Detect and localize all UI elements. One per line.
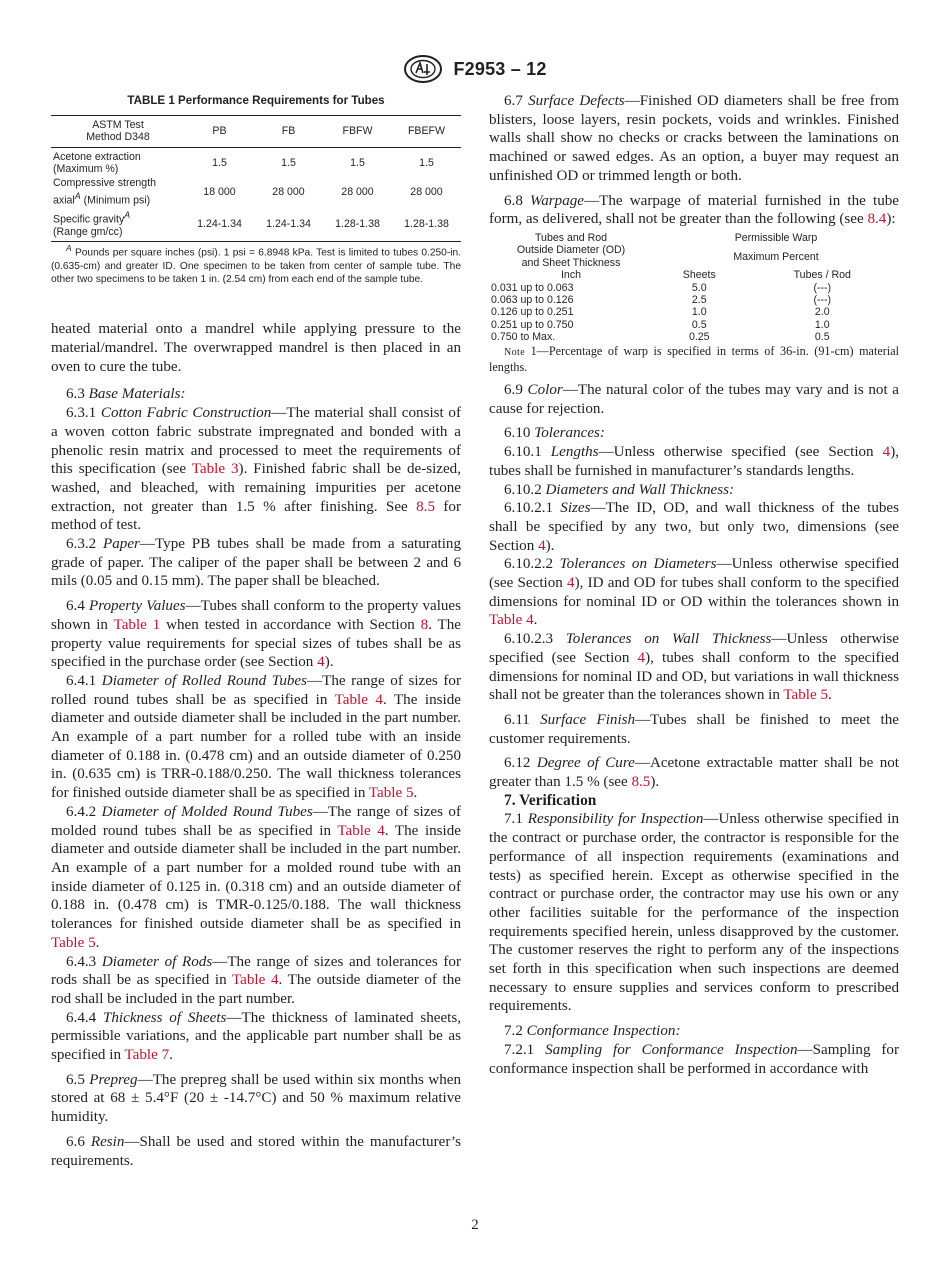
table-row (489, 319, 899, 331)
section-number: 6.3.1 (66, 405, 97, 422)
section-number: 6.11 (504, 711, 530, 728)
section-number: 6.3.2 (66, 536, 97, 553)
section-6-4-4 (51, 1009, 461, 1065)
section-6-5 (51, 1071, 461, 1127)
footnote-ref[interactable]: A (124, 209, 131, 220)
table-cell: 0.5 (691, 318, 707, 331)
table-row (489, 306, 899, 318)
header-line: and Sheet Thickness (521, 256, 621, 269)
table-row (51, 176, 461, 207)
table-row (489, 294, 899, 306)
table5-link[interactable]: Table 5 (368, 785, 414, 802)
table1-header-method (51, 115, 185, 147)
section-text: —Tubes shall be finished to meet the customer requirements. (489, 711, 899, 747)
footnote-text: Pounds per square inches (psi). 1 psi = 6.8948 kPa. Test is limited to tubes 0.250-in. (0.635-cm) and greater ID. One specimen to be taken from center of sample tube. The other two specimens to be taken 1 in. (2.54 cm) from each end of the sample tube. (51, 247, 461, 285)
section-number: 7.2.1 (504, 1041, 535, 1058)
section-number: 6.6 (66, 1133, 85, 1150)
section-text: when tested in accordance with Section (160, 616, 421, 633)
section-6-10-2-2 (489, 555, 899, 630)
section-title: Responsibility for Inspection (527, 811, 704, 828)
table-cell: 0.251 up to 0.750 (491, 318, 574, 331)
table3-link[interactable]: Table 3 (191, 461, 239, 478)
section-text: —The ID, OD, and wall thickness of the tubes shall be specified by any two, but only two, dimensions (see Section (489, 500, 899, 554)
section-4-link[interactable]: 4 (538, 537, 546, 554)
section-6-10-2-3 (489, 630, 899, 705)
note-text: 1—Percentage of warp is specified in terms of 36-in. (91-cm) material lengths. (489, 343, 899, 374)
warp-header-range (489, 232, 653, 282)
section-number: 6.4.4 (66, 1009, 97, 1026)
section-title: Tolerances on Wall Thickness (565, 631, 772, 648)
table-cell: 0.5 (814, 331, 830, 344)
section-title: Warpage (530, 192, 584, 209)
section-text: ), tubes shall be furnished in manufacturer’s standards lengths. (489, 444, 899, 479)
section-number: 6.9 (504, 381, 523, 398)
table1-footnote (51, 242, 461, 286)
section-text: —Finished OD diameters shall be free from blisters, loose layers, resin pockets, voids and wrinkles. Finished walls shall show no checks or cracks between the laminations on machined or sawed edges. As an option, a buyer may request an unfinished OD or trimmed length or both. (489, 93, 900, 184)
section-8-5-link[interactable]: 8.5 (631, 774, 651, 791)
table1-row-label (51, 208, 185, 242)
section-7-2-1 (489, 1041, 899, 1078)
section-number: 6.4 (66, 598, 85, 615)
table-row (489, 282, 899, 294)
table-cell: 1.5 (281, 156, 296, 169)
section-text: —The warpage of material furnished in the tube form, as delivered, shall not be greater than the following (see (489, 192, 899, 228)
section-title: Color (527, 381, 563, 398)
section-number: 6.10.2 (504, 481, 542, 498)
section-text: . (95, 934, 100, 951)
table-row (489, 331, 899, 343)
table1-header-fb: FB (254, 115, 323, 147)
section-text: —The natural color of the tubes may vary and is not a cause for rejection. (489, 381, 899, 417)
section-title: Diameter of Rolled Round Tubes (101, 672, 307, 689)
table-cell: 2.5 (691, 293, 707, 306)
table-cell: 0.063 up to 0.126 (491, 293, 574, 306)
section-number: 6.10 (504, 425, 531, 442)
section-6-11 (489, 711, 899, 748)
section-title: Lengths (550, 444, 599, 461)
table-cell: 0.031 up to 0.063 (491, 281, 574, 294)
table-cell: 1.5 (419, 156, 434, 169)
section-6-4-3 (51, 953, 461, 1009)
section-6-4 (51, 597, 461, 672)
table-cell: (---) (813, 293, 832, 306)
section-6-10-2-1 (489, 499, 899, 555)
table4-link[interactable]: Table 4 (232, 972, 279, 989)
section-8-link[interactable]: 8 (420, 616, 429, 633)
table-cell: 28 000 (272, 185, 305, 198)
table5-link[interactable]: Table 5 (51, 934, 96, 951)
row-label-line2-suffix: (Minimum psi) (80, 194, 151, 207)
section-text: —Unless otherwise specified (see Section (489, 556, 900, 592)
warpage-table (489, 232, 899, 344)
table-row (51, 208, 461, 242)
table4-link[interactable]: Table 4 (337, 822, 385, 839)
section-number: 6.4.3 (66, 953, 97, 970)
section-number: 6.7 (504, 93, 523, 109)
section-text: —Unless otherwise specified in the contract or purchase order, the contractor is responsible for the performance of all inspection requirements (examinations and tests) as specified herein. Except as otherwise specified in the contract or purchase order, the contractor may use his own or any other facilities suitable for the performance of the inspection requirements specified herein, unless disapproved by the customer. The customer reserves the right to perform any of the inspections set forth in this specification when such inspections are deemed necessary to ensure supplies and services conform to prescribed requirements. (489, 811, 899, 1015)
section-title: Surface Defects (528, 93, 625, 109)
section-number: 6.4.1 (66, 672, 97, 689)
section-title: Surface Finish (540, 711, 636, 728)
section-6-4-1 (51, 672, 461, 803)
section-text: ): (886, 211, 896, 228)
section-6-8 (489, 192, 899, 229)
section-text: —The thickness of laminated sheets, permissible variations, and the applicable part number shall be as specified in (51, 1009, 462, 1064)
astm-logo-icon (403, 54, 443, 84)
section-title: Tolerances on Diameters (559, 556, 717, 573)
paragraph-continued: heated material onto a mandrel while applying pressure to the material/mandrel. The overwrapped mandrel is then placed in an oven to cure the tube. (51, 321, 461, 375)
section-text: for method of test. (51, 498, 461, 534)
row-label-line1: Compressive strength (53, 177, 157, 190)
footnote-marker: A (66, 243, 72, 254)
section-text: ). (650, 774, 660, 791)
section-6-3-2 (51, 535, 461, 591)
header-line: Tubes and Rod (534, 231, 608, 244)
section-title: Thickness of Sheets (102, 1009, 227, 1026)
section-text: ), ID and OD for tubes shall conform to the specified dimensions for nominal ID or OD within the tolerances shown in (489, 575, 899, 610)
section-6-6 (51, 1133, 461, 1170)
section-text: . The property value requirements for special sizes of tubes shall be as specified in the purchase order (see Section (51, 616, 461, 671)
table-cell: 1.0 (691, 306, 707, 319)
section-title: Diameter of Rods (101, 953, 213, 970)
section-title: Resin (90, 1133, 125, 1150)
section-text: —Type PB tubes shall be made from a saturating grade of paper. The caliper of the paper shall be between 2 and 6 mils (0.05 and 0.15 mm). The paper shall be bleached. (51, 536, 461, 590)
table7-link[interactable]: Table 7 (124, 1047, 170, 1064)
section-text: —Tubes shall conform to the property values shown in (51, 598, 462, 633)
row-label-line2: axial (53, 194, 75, 207)
section-text: —Acetone extractable matter shall be not greater than 1.5 % (see (489, 755, 899, 791)
table-cell: (---) (813, 281, 832, 294)
section-title: Base Materials: (88, 386, 186, 403)
left-column (51, 92, 461, 1170)
section-title: Cotton Fabric Construction (100, 405, 272, 422)
section-number: 6.4.2 (66, 803, 97, 820)
section-8-4-link[interactable]: 8.4 (867, 211, 887, 228)
section-title: Diameters and Wall Thickness: (545, 481, 735, 498)
table-cell: 28 000 (341, 185, 374, 198)
section-6-9 (489, 381, 899, 418)
section-7-heading: 7. Verification (504, 791, 597, 809)
section-text: ). Finished fabric shall be de-sized, washed, and bleached, with remaining impurities per acetone extraction, not greater than 1.5 % after finishing. See (51, 461, 462, 515)
section-6-12 (489, 754, 899, 791)
section-text: . (413, 785, 418, 802)
section-6-4-2 (51, 803, 461, 953)
table4-link[interactable]: Table 4 (489, 612, 534, 629)
table-cell: 18 000 (203, 185, 236, 198)
table1-header-fbfw: FBFW (323, 115, 392, 147)
section-4-link[interactable]: 4 (317, 654, 325, 671)
section-title: Conformance Inspection: (526, 1023, 681, 1040)
row-label-line1: Specific gravity (53, 213, 125, 226)
section-title: Sizes (560, 500, 591, 517)
section-text: . (169, 1047, 173, 1064)
table-cell: 28 000 (410, 185, 443, 198)
section-text: —The material shall consist of a woven cotton fabric substrate impregnated and bonded with a phenolic resin matrix and processed to meet the requirements of this specification (see (51, 405, 461, 478)
table-cell: 1.24-1.34 (197, 218, 242, 231)
section-title: Degree of Cure (536, 755, 635, 772)
section-6-3-1 (51, 404, 461, 535)
section-number: 6.10.2.1 (504, 500, 554, 517)
section-text: ). (545, 537, 555, 554)
section-number: 6.12 (504, 755, 531, 772)
row-label-line1: Acetone extraction (53, 150, 141, 163)
table-cell: 0.25 (688, 331, 710, 344)
table1-header-method-line2: Method D348 (86, 131, 150, 144)
section-text: —Shall be used and stored within the manufacturer’s requirements. (51, 1133, 461, 1169)
section-title: Prepreg (89, 1071, 138, 1088)
table-cell: 1.5 (350, 156, 365, 169)
table-cell: 1.28-1.38 (335, 218, 380, 231)
table-cell: 2.0 (814, 306, 830, 319)
page-header (0, 54, 950, 84)
table-row (51, 147, 461, 176)
note-label: Note (504, 346, 526, 358)
row-label-line2: (Maximum %) (53, 162, 119, 175)
table1-performance-requirements (51, 115, 461, 242)
section-4-link[interactable]: 4 (882, 444, 891, 461)
section-text: ). (324, 654, 334, 671)
section-title: Diameter of Molded Round Tubes (101, 803, 313, 820)
section-number: 6.10.2.3 (504, 631, 554, 648)
section-6-7 (489, 92, 899, 186)
section-number: 7.2 (504, 1023, 523, 1040)
section-number: 6.8 (504, 192, 523, 209)
section-text: —The prepreg shall be used within six months when stored at 68 ± 5.4°F (20 ± -14.7°C) and 50 % maximum relative humidity. (51, 1071, 461, 1126)
right-column (489, 92, 899, 1078)
row-label-line2: (Range gm/cc) (53, 225, 123, 238)
section-text: . The inside diameter and outside diameter shall be included in the part number. An example of a part number for a molded round tube with an inside diameter of 0.125 in. (0.318 cm) and an outside diameter of 0.188 in. (0.478 cm) is TMR-0.125/0.188. The wall thickness tolerances for finished outside diameter shall be as specified in (51, 822, 461, 933)
table-cell: 0.750 to Max. (491, 331, 556, 344)
section-7-2 (489, 1022, 899, 1041)
section-6-10-2 (489, 481, 899, 500)
table1-header-method-line1: ASTM Test (92, 118, 144, 131)
section-text: —Sampling for conformance inspection shall be performed in accordance with (489, 1041, 899, 1077)
section-number: 6.5 (66, 1071, 85, 1088)
section-text: —Unless otherwise specified (see Section (489, 631, 899, 666)
table-cell: 1.5 (212, 156, 227, 169)
section-6-3 (51, 385, 461, 404)
table-cell: 0.126 up to 0.251 (491, 306, 574, 319)
header-line: Inch (560, 269, 582, 282)
section-number: 6.10.1 (504, 444, 542, 461)
section-4-link[interactable]: 4 (567, 575, 575, 592)
section-number: 6.10.2.2 (504, 556, 554, 573)
footnote-ref[interactable]: A (74, 190, 81, 201)
section-6-10 (489, 424, 899, 443)
warp-header-sheets: Sheets (682, 269, 716, 282)
section-number: 6.3 (66, 386, 85, 403)
section-text: ), tubes shall conform to the specified dimensions for nominal ID and OD, but variations in wall thickness shall not be greater than the tolerances shown in (489, 649, 899, 704)
section-title: Sampling for Conformance Inspection (545, 1041, 798, 1058)
table-cell: 1.0 (814, 318, 830, 331)
table1-row-label (51, 147, 185, 176)
table1-link[interactable]: Table 1 (113, 616, 161, 633)
table4-link[interactable]: Table 4 (334, 691, 383, 708)
table5-link[interactable]: Table 5 (783, 687, 829, 704)
section-title: Paper (103, 536, 140, 553)
note-1 (489, 344, 899, 375)
section-text: —The range of sizes of molded round tubes shall be as specified in (51, 803, 461, 839)
table-cell: 5.0 (691, 281, 707, 294)
section-text: . (533, 612, 538, 629)
section-8-5-link[interactable]: 8.5 (416, 498, 435, 515)
section-text: —The range of sizes and tolerances for rods shall be as specified in (51, 953, 461, 989)
document-number: F2953 – 12 (453, 58, 547, 79)
section-text: —The range of sizes for rolled round tubes shall be as specified in (51, 672, 461, 708)
warp-header-maximum: Maximum Percent (733, 250, 819, 263)
section-title: Property Values (88, 598, 186, 615)
table-cell: 1.28-1.38 (404, 218, 449, 231)
page-number: 2 (471, 1217, 479, 1233)
table1-header-pb: PB (185, 115, 254, 147)
table1-title: TABLE 1 Performance Requirements for Tubes (127, 94, 385, 107)
section-text: . The outside diameter of the rod shall be included in the part number. (51, 972, 461, 1007)
section-7-1 (489, 810, 899, 1016)
section-text: —Unless otherwise specified (see Section (598, 444, 883, 461)
table-cell: 1.24-1.34 (266, 218, 311, 231)
table1-row-label (51, 176, 185, 207)
section-number: 7.1 (504, 811, 523, 828)
warp-header-permissible: Permissible Warp (734, 232, 818, 245)
section-6-10-1 (489, 443, 899, 480)
warp-header-tubes: Tubes / Rod (793, 269, 851, 282)
header-line: Outside Diameter (OD) (516, 244, 626, 257)
table1-header-fbefw: FBEFW (392, 115, 461, 147)
section-text: . The inside diameter and outside diameter shall be included in the part number. An example of a part number for a rolled tube with an inside diameter of 0.188 in. (0.478 cm) and an outside diameter of 0.250 in. (0.635 cm) is TRR-0.188/0.250. The wall thickness tolerances for finished outside diameter shall be as specified in (51, 691, 461, 802)
section-4-link[interactable]: 4 (637, 649, 646, 666)
section-text: . (828, 687, 832, 704)
section-title: Tolerances: (534, 425, 605, 442)
